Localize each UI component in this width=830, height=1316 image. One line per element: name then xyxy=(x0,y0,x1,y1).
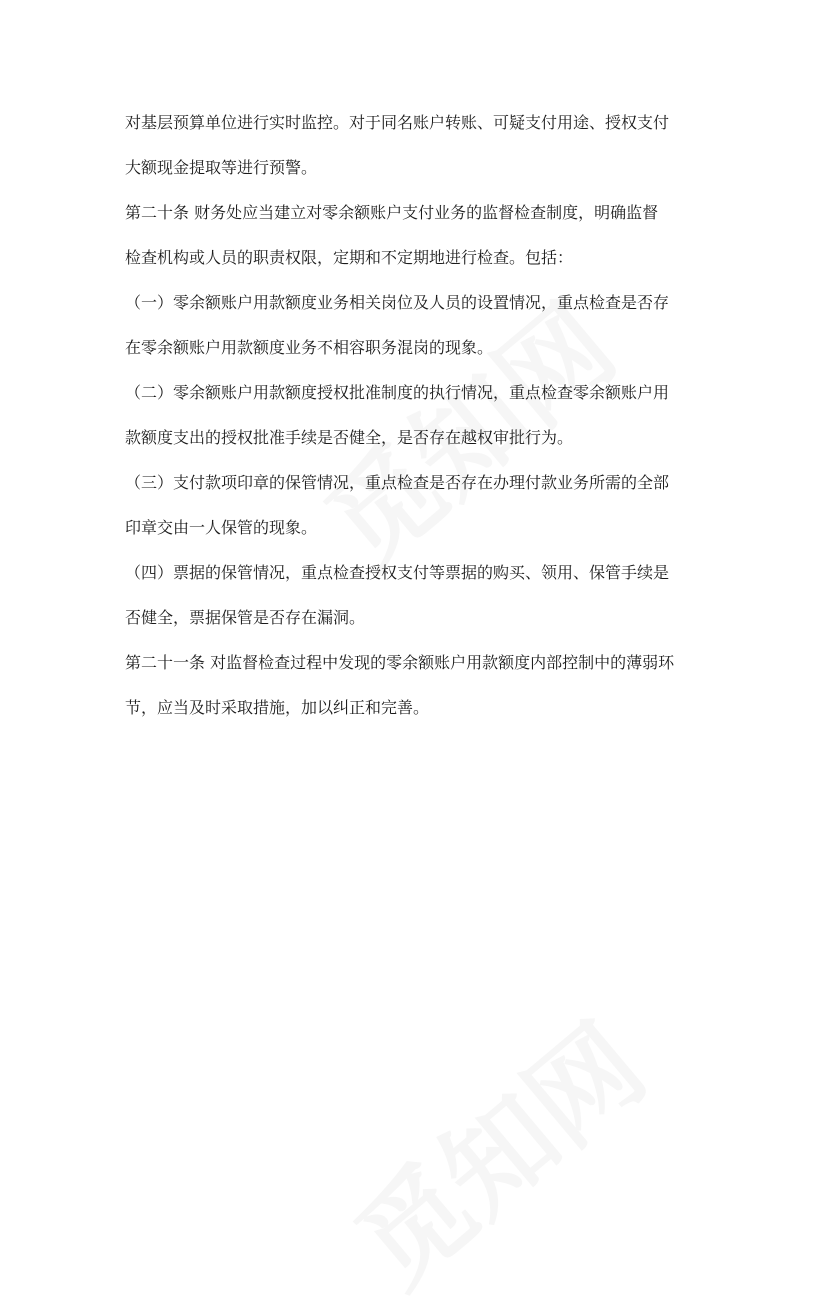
document-body xyxy=(125,100,715,730)
text-line: 否健全，票据保管是否存在漏洞。 xyxy=(125,608,366,627)
item-2-line: （二）零余额账户用款额度授权批准制度的执行情况，重点检查零余额账户用 xyxy=(125,383,670,402)
text-line: 印章交由一人保管的现象。 xyxy=(125,518,318,537)
text-line: 大额现金提取等进行预警。 xyxy=(125,158,318,177)
text-line: 节，应当及时采取措施，加以纠正和完善。 xyxy=(125,698,430,717)
item-3-line: （三）支付款项印章的保管情况，重点检查是否存在办理付款业务所需的全部 xyxy=(125,473,670,492)
text-line: 检查机构或人员的职责权限，定期和不定期地进行检查。包括： xyxy=(125,248,574,267)
text-line: 在零余额账户用款额度业务不相容职务混岗的现象。 xyxy=(125,338,494,357)
text-line: 对基层预算单位进行实时监控。对于同名账户转账、可疑支付用途、授权支付 xyxy=(125,113,670,132)
article-21-heading-line: 第二十一条 对监督检查过程中发现的零余额账户用款额度内部控制中的薄弱环 xyxy=(125,653,675,672)
item-1-line: （一）零余额账户用款额度业务相关岗位及人员的设置情况，重点检查是否存 xyxy=(125,293,670,312)
item-4-line: （四）票据的保管情况，重点检查授权支付等票据的购买、领用、保管手续是 xyxy=(125,563,670,582)
article-20-heading-line: 第二十条 财务处应当建立对零余额账户支付业务的监督检查制度，明确监督 xyxy=(125,203,659,222)
watermark xyxy=(318,982,672,1315)
text-line: 款额度支出的授权批准手续是否健全，是否存在越权审批行为。 xyxy=(125,428,574,447)
